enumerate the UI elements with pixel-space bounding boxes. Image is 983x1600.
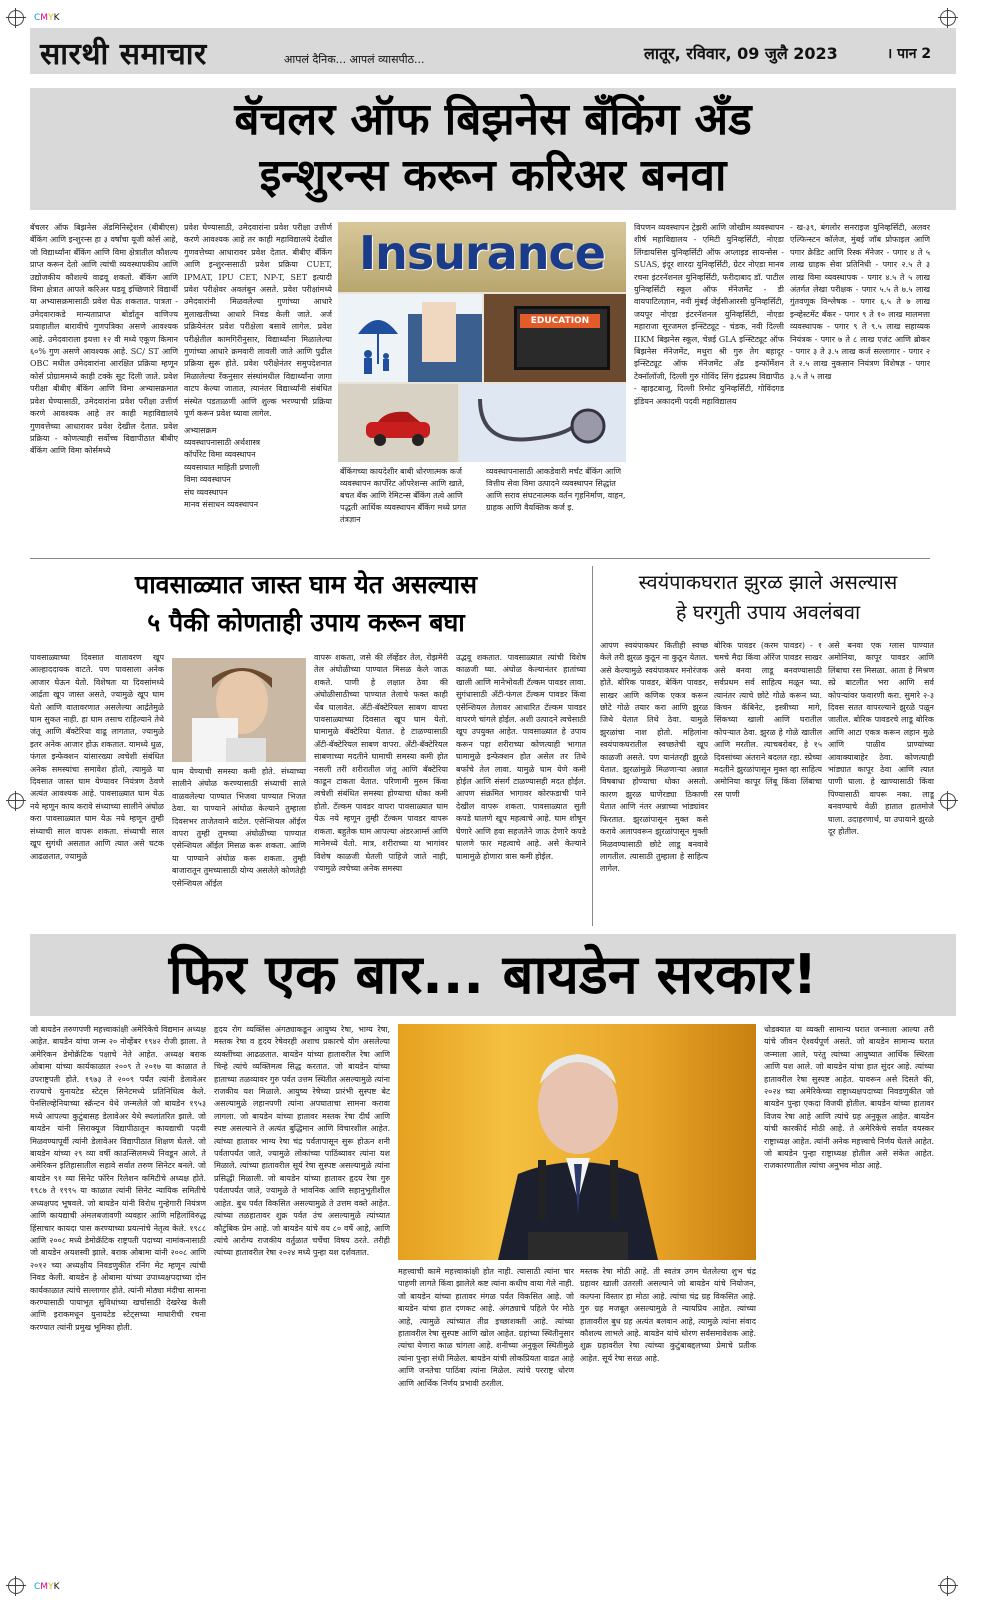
article4-headline: फिर एक बार... बायडेन सरकार! [168,943,818,1006]
article3-column-3: असे बनवा एक ग्लास पाण्यात अमोनिया, कापूर पावडर आणि लिंबाचा रस मिसळा. आता हे मिश्रण स्प्रे बाटलीत भरा आणि सर्व कोपऱ्यांवर फवारणी करा. सुमारे २-३ दिवस सतत वापरल्याने झुरळे पळून जातील. बोरिक पावडरचे लाडू बोरिक आणि आटा एकत्र करून लहान मुळे आणि पाळीव प्राण्यांच्या आवाक्याबाहेर ठेवा. कोणत्याही भांड्यात कापूर ठेवा आणि त्यात पाणी घाला. हे खाण्यासाठी किंवा पिण्यासाठी वापरू नका. लाडू बनवण्याचे वेळी हातात हातमोजे घाला. उदाहरणार्थ, या उपायाने झुरळे दूर होतील. [828,641,934,837]
education-laptop-image [484,294,626,382]
registration-mark-mid-right [940,793,956,809]
article4-column-2: हृदय रोग व्यक्तिंस अंगठ्याकडून आयुष्य रेषा, भाग्य रेषा, मस्तक रेषा व हृदय रेषेवरही अशाच प्रकारचे योग असलेल्या व्यक्तींच्या आढळतात. बायडेन यांच्या हातावरील रेषा आणि चिन्हे त्यांचे व्यक्तिमत्व सिद्ध करतात. जो बायडेन यांच्या हाताच्या तळव्यावर गुरु पर्वत उत्तम स्थितीत असल्यामुळे त्यांना राजकीय यश मिळाले. आयुष्य रेषेच्या प्रारंभी सुस्पष्ट बेट असल्यामुळे लहानपणी त्यांना अपघाताचा सामना करावा लागला. जो बायडेन यांच्या हातावर मस्तक रेषा दीर्घ आणि स्पष्ट असल्याने ते अत्यंत बुद्धिमान आणि विचारशील आहेत. त्यांच्या हातावर भाग्य रेषा चंद्र पर्वतापासून सुरू होऊन शनी पर्वतापर्यंत जाते, ज्यामुळे लोकांच्या पाठिंब्यावर त्यांना यश मिळाले. त्यांच्या हातावरील सूर्य रेषा सुस्पष्ट असल्यामुळे त्यांना प्रसिद्धी मिळाली. जो बायडेन यांच्या हातावर हृदय रेषा गुरु पर्वतापर्यंत जाते, ज्यामुळे ते भावनिक आणि सहानुभूतीशील आहेत. बुध पर्वत विकसित असल्यामुळे ते उत्तम वक्ते आहेत. त्यांच्या तळहातावर शुक्र पर्वत उंच असल्यामुळे त्यांच्यात कौटुंबिक प्रेम आहे. जो बायडेन यांचे वय ८० वर्षे आहे, आणि त्यांचे आरोग्य राजकीय वर्तुळात चर्चेचा विषय ठरते. तरीही त्यांच्या हातावरील रेषा २०२४ मध्ये पुन्हा यश दर्शवतात. [214,1025,390,1258]
article1-headline-line2: इन्शुरन्स करून करिअर बनवा [259,150,727,201]
registration-mark-bottom-right [940,1578,956,1594]
stethoscope-image [460,384,626,462]
article3-headline-line2: हे घरगुती उपाय अवलंबवा [675,600,861,624]
article2-headline-line1: पावसाळ्यात जास्त घाम येत असल्यास [135,570,477,599]
issue-date: लातूर, रविवार, 09 जुलै 2023 [644,44,838,63]
article2-column-4: उद्भवू शकतात. पावसाळ्यात त्यांची विशेष काळजी घ्या. अंघोळ केल्यानंतर हातांच्या खाली आणि मानेभोवती टॅल्कम पावडर लावा. सुगंधासाठी अँटी-फंगल टॅल्कम पावडर किंवा एसेन्शियल तेलावर आधारित टॅल्कम पावडर वापरणे चांगले होईल. अशी उत्पादने त्वचेसाठी खूप उपयुक्त आहेत. पावसाळ्यात हे उपाय करून पहा शरीराच्या कोणत्याही भागात घामामुळे इन्फेक्शन होत असेल तर तिथे बर्फाचे तेल लावा. यामुळे घाम येणे कमी होईल आणि संसर्ग टाळण्यासही मदत होईल. आपण संक्रमित भागावर कोरफडाची पाने देखील वापरू शकता. पावसाळ्यात सुती कपडे घालणे खूप महत्वाचे आहे. घाम शोषून घेणारे आणि हवा सहजतेने जाऊ देणारे कपडे घालणे फार महत्वाचे आहे. असे केल्याने घामामुळे होणारा त्रास कमी होईल. [456,653,586,861]
insurance-caption-right: व्यवस्थापनासाठी आकडेवारी मर्चंट बँकिंग आणि वित्तीय सेवा विमा उत्पादने व्यवस्थापन सिद्धांत आणि सराव संघटनात्मक वर्तन गृहनिर्माण, वाहन, ग्राहक आणि वैयक्तिक कर्ज इ. [486,467,626,512]
syllabus-item: संघ व्यवस्थापन [184,487,228,497]
syllabus-item: व्यवसायात माहिती प्रणाली [184,462,260,472]
insurance-caption-left: बँकिंगच्या कायदेशीर बाबी धोरणात्मक कर्ज व्यवस्थापन कार्पोरेट ऑपरेशन्स आणि खाते, बचत बँक आणि रेमिटन्स बँकिंग तत्वे आणि पद्धती आर्थिक व्यवस्थापन बँकिंग मध्ये प्रगत तंत्रज्ञान [340,467,467,524]
sweating-woman-image [172,658,306,762]
article2-column-3: वापरू शकता, जसे की लॅव्हेंडर तेल, रोझमेरी तेल अंघोळीच्या पाण्यात मिसळ केले जाऊ शकते. पाणी हे लक्षात ठेवा की अंघोळीसाठीच्या पाण्यात तेलाचे फक्त काही थेंब घालावेत. अँटी-बॅक्टेरियल साबण वापरा पावसाळ्याच्या दिवसात खूप घाम येतो. घामामुळे बॅक्टेरिया येतात. हे टाळण्यासाठी अँटी-बॅक्टेरियल साबण वापरा. अँटी-बॅक्टेरियल साबणाच्या मदतीने घामाची समस्या कमी होत नसली तरी शरीरातील जंतू आणि बॅक्टेरिया काढून टाकता येतात. परिणामी मुरुम किंवा त्वचेशी संबंधित समस्या होण्याचा धोका कमी होतो. टॅल्कम पावडर वापरा पावसाळ्यात घाम येऊ नये म्हणून तुम्ही टॅल्कम पावडर वापरू शकता. बहुतेक घाम आपल्या अंडरआर्म्स आणि मानेमध्ये येतो. मात्र, शरीराच्या या भागांवर विशेष काळजी घेतली पाहिजे जाते नाही, ज्यामुळे त्वचेच्या अनेक समस्या [314,653,448,873]
car-icon [338,384,458,462]
registration-cmyk-bottom: CMYK [34,1582,60,1592]
article1-column-1: बॅचलर ऑफ बिझनेस ॲडमिनिस्ट्रेशन (बीबीएस) बँकिंग आणि इन्शुरन्स हा ३ वर्षांचा यूजी कोर्स आहे, जो विद्यार्थ्यांना बँकिंग आणि विमा क्षेत्रातील कौशल्य प्राप्त करून देतो आणि त्यांची व्यवस्थापकीय आणि उद्योजकीय कौशल्ये वाढवू शकतो. बँकिंग आणि विमा क्षेत्रात आपले करिअर घडवू इच्छिणारे विद्यार्थी या अभ्यासक्रमासाठी प्रवेश घेऊ शकतात. पात्रता - उमेदवाराकडे मान्यताप्राप्त बोर्डातून वाणिज्य प्रवाहातील बारावीचे गुणपत्रिका असणे आवश्यक आहे. उमेदवाराला इयत्ता १२ वी मध्ये एकूण किमान ६०% गुण असणे आवश्यक आहे. SC/ ST आणि OBC मधील उमेदवारांना आरक्षित प्रक्रिया म्हणून कोर्स प्रोग्राममध्ये काही टक्के सूट दिली जाते. प्रवेश परीक्षा बीबीए बँकिंग आणि विमा अभ्यासक्रमात प्रवेश घेण्यासाठी, उमेदवारांना प्रवेश परीक्षा उत्तीर्ण करणे आवश्यक आहे तर काही महाविद्यालये गुणवत्तेच्या आधारावर प्रवेश देखील देतात. प्रवेश प्रक्रिया - कोणत्याही सर्वोच्च विद्यापीठात बीबीए बँकिंग आणि विमा कोर्समध्ये [30,223,178,456]
syllabus-item: कॉर्पोरेट विमा व्यवस्थापन [184,450,256,460]
syllabus-item: व्यवस्थापनासाठी अर्थशास्त्र [184,437,261,447]
article1-headline-line1: बॅचलर ऑफ बिझनेस बँकिंग अँड [234,94,752,145]
article4-column-1: जो बायडेन तरुणपणी महत्त्वाकांक्षी अमेरिकेचे विद्यमान अध्यक्ष आहेत. बायडेन यांचा जन्म २० नोव्हेंबर १९४२ रोजी झाला. ते अमेरिकन डेमोक्रॅटिक पक्षाचे नेते आहेत. अध्यक्ष बराक ओबामा यांच्या कार्यकाळात २००९ ते २०१७ या काळात ते उपराष्ट्रपती होते. १९७३ ते २००९ पर्यंत त्यांनी डेलावेअर राज्याचे युनायटेड स्टेट्स सिनेटमध्ये प्रतिनिधित्व केले. पेनसिल्व्हेनियाच्या स्क्रॅन्टन येथे जन्मलेले जो बायडेन १९५३ मध्ये आपल्या कुटुंबासह डेलावेअर येथे स्थलांतरित झाले. जो बायडेन यांनी सिराक्यूज विद्यापीठातून कायद्याची पदवी मिळवण्यापूर्वी त्यांनी डेलावेअर विद्यापीठात शिक्षण घेतले. जो बायडेन यांच्या २९ व्या वर्षी काउन्सिलमध्ये निवडून आले. ते अमेरिकन इतिहासातील सहावे सर्वात तरुण सिनेटर बनले. जो बायडेन ९१ व्या सिनेट फॉरेन रिलेशन कमिटीचे अध्यक्ष होते. १९८७ ते १९९५ या काळात त्यांनी सिनेट न्यायिक समितीचे अध्यक्षपद भूषवले. जो बायडेन यांनी विरोध गुन्हेगारी नियंत्रण आणि कायद्याची अंमलबजावणी व्यवहार आणि महिलांविरुद्ध हिंसाचार कायदा पास करण्याच्या प्रयत्नांचे नेतृत्व केले. १९८८ आणि २००८ मध्ये डेमोक्रॅटिक राष्ट्रपती पदाच्या नामांकनासाठी जो बायडेन अयशस्वी झाले. बराक ओबामा यांनी २००८ आणि २०१२ च्या अध्यक्षीय निवडणुकीत रनिंग मेट म्हणून त्यांची निवड केली. बायडेन हे ओबामा यांच्या उपाध्यक्षपदाच्या दोन कार्यकाळात त्यांचे सल्लागार होते. त्यांनी मोठ्या मंदीचा सामना करण्यासाठी पायाभूत सुविधांच्या खर्चासाठी देखरेख केली आणि इराकमधून युनायटेड स्टेट्सच्या माघारीची रचना करण्यात त्यांनी प्रमुख भूमिका होती. [30,1025,206,1332]
article1-column-2: प्रवेश घेण्यासाठी, उमेदवारांना प्रवेश परीक्षा उत्तीर्ण करणे आवश्यक आहे तर काही महाविद्यालये देखील गुणवत्तेच्या आधारावर प्रवेश देतात. बीबीए बँकिंग आणि इन्शुरन्ससाठी प्रवेश प्रक्रिया CUET, IPMAT, IPU CET, NP-T, SET इत्यादी प्रवेश परीक्षेवर अवलंबून असते. प्रवेश परीक्षांमध्ये उमेदवारांनी मिळवलेल्या गुणांच्या आधारे मुलाखतीच्या आधारे निवड केली जाते. अर्ज प्रक्रियेनंतर प्रवेश परीक्षेला बसावे लागेल. प्रवेश परीक्षेतील कामगिरीनुसार, विद्यार्थ्यांना मिळालेल्या गुणांच्या आधारे क्रमवारी लावली जाते आणि पुढील प्रक्रिया सुरू होते. प्रवेश परीक्षेनंतर समुपदेशनात मिळालेल्या रँकनुसार संस्थांमधील विद्यार्थ्यांना जागा वाटप केल्या जातात, त्यानंतर विद्यार्थ्यांनी संबंधित संस्थेत पडताळणी आणि शुल्क भरण्याची प्रक्रिया पूर्ण करून प्रवेश घ्यावा लागेल. अभ्यासक्रम व्यवस्थापनासाठी अर्थशास्त्र कॉर्पोरेट विमा व्यवस्थापन व्यवसायात माहिती प्रणाली विमा व्यवस्थापन संघ व्यवस्थापन मानव संसाधन व्यवस्थापन [184,222,332,552]
article2-headline-line2: ५ पैकी कोणताही उपाय करून बघा [147,608,465,637]
insurance-word: Insurance [359,226,605,280]
registration-cmyk-top: CMYK [34,13,60,23]
article3-column-1: आपण स्वयंपाकघर कितीही स्वच्छ केले तरी झुरळ कुठून ना कुठून येतात. असे केल्यामुळे स्वयंपाकघर मनोरंजक होते. बोरिक पावडर, बेकिंग पावडर, साखर आणि कणिक एकत्र करून छोटे गोळे तयार करा आणि झुरळ जिथे येतात तिथे ठेवा. यामुळे झुरळांचा नाश होतो. महिलांना स्वयंपाकघरातील स्वच्छतेची खूप काळजी असते. पण यानंतरही झुरळे येतात. झुरळांमुळे मिळणाऱ्या अन्नात विषबाधा होण्याचा धोका असतो. कारण झुरळ घाणेरड्या ठिकाणी येतात आणि नंतर अन्नाच्या भांड्यांवर फिरतात. झुरळांपासून मुक्त कसे करावे अलापवरून झुरळांपासून मुक्ती मिळवण्यासाठी छोटे लाडू बनवावे लागतील. त्यासाठी तुम्हाला हे साहित्य लागेल. [600,641,708,874]
registration-mark-mid-left [8,793,24,809]
syllabus-item: मानव संसाधन व्यवस्थापन [184,499,259,509]
newspaper-tagline: आपलं दैनिक... आपलं व्यासपीठ... [284,53,425,66]
insurance-image-collage [338,222,626,462]
article3-headline-line1: स्वयंपाकघरात झुरळ झाले असल्यास [638,570,898,594]
speaker-podium-icon [398,1024,756,1260]
syllabus-item: अभ्यासक्रम [184,425,217,435]
article2-column-1: पावसाळ्याच्या दिवसात वातावरण खूप आल्हाददायक वाटते. पण पावसाला अनेक आजार घेऊन येतो. विशेषतः या दिवसांमध्ये आर्द्रता खूप जास्त असते, ज्यामुळे खूप घाम येतो आणि वातावरणात असलेल्या आर्द्रतेमुळे घाम सुकत नाही. हा घाम तसाच राहिल्याने तेथे जंतू आणि बॅक्टेरिया वाढू लागतात, ज्यामुळे इतर अनेक आजार होऊ शकतात. यामध्ये धुळ, फंगल इन्फेक्शन यांसारख्या त्वचेशी संबंधित अनेक समस्यांचा समावेश होतो, त्यामुळे या दिवसात जास्त घाम येण्यावर नियंत्रण ठेवणे अत्यंत आवश्यक आहे. पावसाळ्यात घाम येऊ नये म्हणून काय करावे संध्याच्या सालीने अंघोळ करा पावसाळ्यात घाम येऊ नये म्हणून तुम्ही संध्याची साल वापरू शकता. संध्याची साल खूप सुगंधी असतात आणि त्यात असे घटक आढळतात, ज्यामुळे [30,653,164,861]
article1-column-3: विपणन व्यवस्थापन ट्रेझरी आणि जोखीम व्यवस्थापन शीर्ष महाविद्यालय - एमिटी युनिव्हर्सिटी, नोएडा लिंग्डायसिस युनिव्हर्सिटी ऑफ अप्लाइड सायन्सेस - SUAS, इंदूर शारदा युनिव्हर्सिटी, ग्रेटर नोएडा मानव रचना इंटरनॅशनल युनिव्हर्सिटी, फरीदाबाद डॉ. पाटील युनिव्हर्सिटी स्कूल ऑफ मॅनेजमेंट - डी वायपाटिलज्ञान, नवी मुंबई जेईसीआरसी युनिव्हर्सिटी, जयपूर नोएडा इंटरनॅशनल युनिव्हर्सिटी, नोएडा महाराजा सूरजमल इन्स्टिट्यूट - चंडक, नवी दिल्ली IIKM बिझनेस स्कूल, चेन्नई GLA इन्स्टिट्यूट ऑफ बिझनेस मॅनेजमेंट, मथुरा श्री गुरु तेग बहादूर इन्स्टिट्यूट ऑफ मॅनेजमेंट अँड इन्फॉर्मेशन टेक्नॉलॉजी, दिल्ली गुरु गोविंद सिंग इंद्रप्रस्थ विद्यापीठ - व्हाइटबाजू, दिल्ली रिमोट युनिव्हर्सिटी, गोविंदगड इंडियन अकादमी पदवी महाविद्यालय [634,223,784,406]
vertical-divider [592,566,593,926]
registration-mark-top-left [8,10,24,26]
syllabus-item: विमा व्यवस्थापन [184,475,231,485]
article4-column-4: मस्तक रेषा मोठी आहे. ती स्वतंत्र उगम घेतलेल्या शुभ चंद्र ग्रहावर खाली उतरली असल्याने जो बायडेन यांचे नियोजन, कल्पना विस्तार हा मोठा आहे. त्यांचा चंद्र ग्रह विकसित आहे. गुरु ग्रह मजबूत असल्यामुळे ते न्यायप्रिय आहेत. त्यांच्या हातावरील बुध ग्रह अत्यंत बलवान आहे, त्यामुळे त्यांना संवाद कौशल्य लाभले आहे. बायडेन यांचे धोरण सर्वसमावेशक आहे. शुक्र ग्रहावरील रेषा त्यांच्या कुटुंबाबद्दलच्या प्रेमाचे प्रतीक आहेत. सूर्य रेषा सरळ आहे. [580,1267,756,1363]
newspaper-title: सारथी समाचार [40,37,207,72]
car-insurance-image [338,384,458,462]
article3-column-2: बोरिक पावडर (करम पावडर) - १ चमचे मैदा किंवा ऑरेंज पावडर साखर असे बनवा लाडू बनवण्यासाठी सर्वप्रथम सर्व साहित्य मळून घ्या. त्यानंतर त्याचे छोटे गोळे करून घ्या. किचन कॅबिनेट, इस्त्रीच्या मागे, सिंकच्या खाली आणि घरातील कोपऱ्यात ठेवा. झुरळ हे गोळे खातील आणि मरतील. त्याचबरोबर, हे १५ दिवसांच्या अंतराने बदलत रहा. स्प्रेच्या मदतीने झुरळांपासून मुक्त व्हा साहित्य अमोनिया कापूर लिंबू किंवा लिंबाचा रस पाणी [714,641,822,799]
syllabus-list [184,425,332,512]
umbrella-icon [338,294,482,382]
article4-column-3: महत्त्वाची कामे महत्त्वाकांक्षी होत नाही. त्यासाठी त्यांना चार पाहणी लागते किंवा झालेले कष्ट त्यांना कधीच वाया गेले नाही. जो बायडेन यांच्या हातावर मंगळ पर्वत विकसित आहे. जो बायडेन यांचा हात दणकट आहे. अंगठ्याचे पहिले पेर मोठे आहे, त्यामुळे त्यांच्यात तीव्र इच्छाशक्ती आहे. त्यांच्या हातावरील रेषा सुस्पष्ट आणि खोल आहेत. ग्रहांच्या स्थितीनुसार त्यांचा येणारा काळ चांगला आहे. शनीच्या अनुकूल स्थितीमुळे त्यांना पुन्हा संधी मिळेल. बायडेन यांची लोकप्रियता वाढत आहे आणि जनतेचा पाठिंबा त्यांना मिळेल. त्यांचे परराष्ट्र धोरण आणि आर्थिक निर्णय प्रभावी ठरतील. [398,1267,574,1388]
article1-column-4: - ख-३९, बंगलोर सनराइज युनिव्हर्सिटी, अलवर एल्फिन्स्टन कॉलेज, मुंबई जॉब प्रोफाइल आणि पगार क्रेडिट आणि रिस्क मॅनेजर - पगार ४ ते ५ लाख ग्राहक सेवा प्रतिनिधी - पगार २.५ ते ३ लाख विमा व्यवस्थापक - पगार ४.५ ते ५ लाख अंतर्गत लेखा परीक्षक - पगार ५.५ ते ७.५ लाख गुंतवणूक विश्लेषक - पगार ६.५ ते ७ लाख इन्व्हेस्टमेंट बँकर - पगार ९ ते १० लाख मालमत्ता व्यवस्थापक - पगार ९ ते ९.५ लाख सहाय्यक नियंत्रक - पगार ७ ते ८ लाख एजंट आणि ब्रोकर - पगार ३ ते ३.५ लाख कर्ज सल्लागार - पगार २ ते २.५ लाख नुकसान नियंत्रण विशेषज्ञ - पगार ३.५ ते ५ लाख [790,223,930,381]
biden-photo [398,1024,756,1260]
woman-towel-icon [172,658,306,762]
education-tab-label: EDUCATION [520,314,600,328]
section-divider [30,558,930,559]
umbrella-family-image [338,294,482,382]
stethoscope-icon [460,384,626,462]
registration-mark-bottom-left [8,1578,24,1594]
registration-mark-top-right [940,10,956,26]
page-number: । पान 2 [887,46,932,62]
article2-column-2: घाम येण्याची समस्या कमी होते. संध्याच्या सालीने अंघोळ करण्यासाठी संध्याची साले वाळवलेल्या पाण्यात भिजवा पाण्यात भिजत ठेवा. या पाण्याने आंघोळ केल्याने तुम्हाला दिवसभर ताजेतवाने वाटेल. एसेन्शियल ऑईल वापरा तुम्ही तुमच्या अंघोळीच्या पाण्यात एसेन्शियल ऑईल मिसळ करू शकता. आणि या पाण्याने अंघोळ करू शकता. तुम्ही बाजारातून तुमच्यासाठी योग्य असलेले कोणतेही एसेन्शियल ऑईल [172,767,306,888]
article4-column-5: धोडक्यात या व्यक्ती सामान्य घरात जन्माला आल्या तरी यांचे जीवन ऐश्वर्यपूर्ण असते. जो बायडेन सामान्य घरात जन्माला आले, परंतु त्यांच्या आयुष्यात आर्थिक स्थिरता आणि यश आले. जो बायडेन यांचा हात सुंदर आहे. त्यांच्या हातावरील रेषा सुस्पष्ट आहेत. यावरून असे दिसते की, २०२४ च्या अमेरिकेच्या राष्ट्राध्यक्षपदाच्या निवडणुकीत जो बायडेन पुन्हा एकदा विजयी होतील. बायडेन यांच्या हातावर विजय रेषा आहे आणि त्यांचे ग्रह अनुकूल आहेत. बायडेन यांची कारकीर्द मोठी आहे. ते अमेरिकेचे सर्वात वयस्कर राष्ट्राध्यक्ष आहेत. त्यांनी अनेक महत्त्वाचे निर्णय घेतले आहेत. जो बायडेन पुन्हा राष्ट्राध्यक्ष होतील असे संकेत आहेत. राजकारणातील त्यांचा अनुभव मोठा आहे. [764,1025,934,1171]
